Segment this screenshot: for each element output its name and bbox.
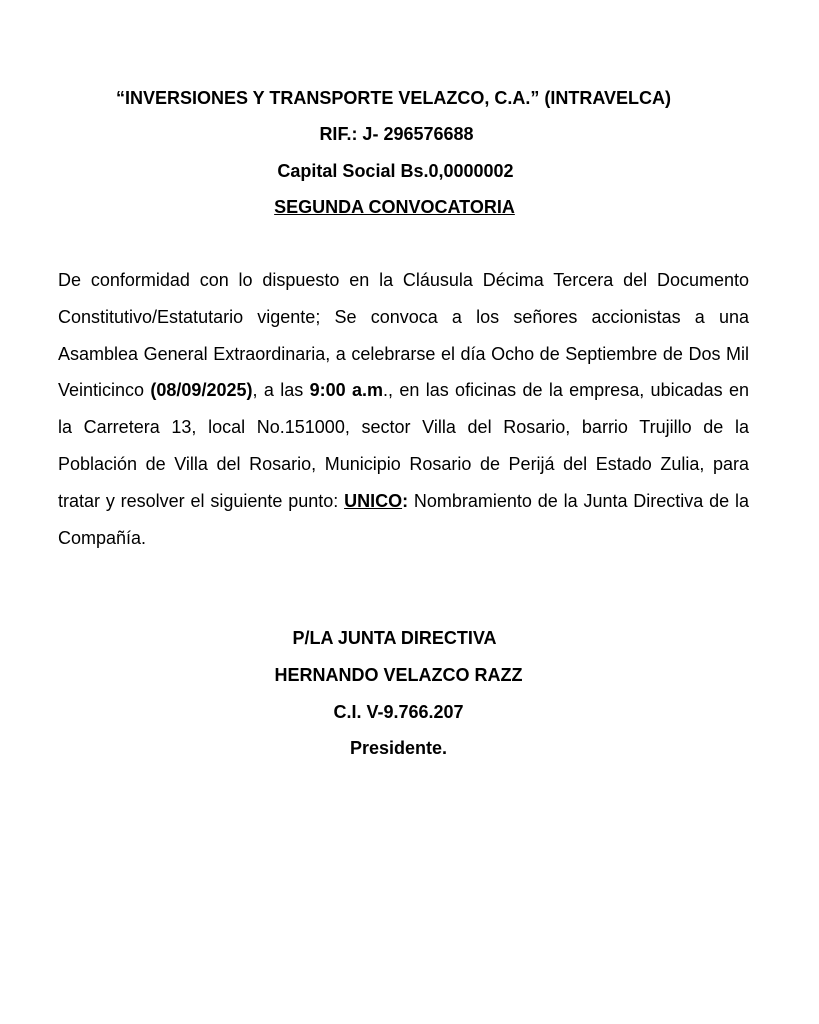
paragraph-mid-1: , a las — [252, 380, 310, 401]
paragraph-intro: De conformidad con lo dispuesto en la Cláusula Décima Tercera del Documento Constitutivo/Estatutario vigente; Se convoca a los señores accionistas a una Asamblea General Extraordinaria, a celebrarse el día Ocho de Septiembre de Dos Mil Veinticinco — [58, 270, 749, 401]
signature-id: C.I. V-9.766.207 — [333, 702, 464, 722]
signature-board: P/LA JUNTA DIRECTIVA — [292, 628, 497, 648]
company-name-heading: “INVERSIONES Y TRANSPORTE VELAZCO, C.A.” (INTRAVELCA) — [115, 88, 672, 108]
meeting-date: (08/09/2025) — [150, 380, 253, 401]
unico-label: UNICO — [344, 490, 403, 511]
convocation-paragraph — [58, 262, 749, 556]
signature-name: HERNANDO VELAZCO RAZZ — [274, 665, 523, 685]
meeting-time: 9:00 a.m — [309, 380, 383, 401]
agenda-item: Nombramiento de la Junta Directiva de la Compañía. — [58, 490, 749, 548]
paragraph-mid-2: ., en las oficinas de la empresa, ubicadas en la Carretera 13, local No.151000, sector Villa del Rosario, barrio Trujillo de la Población de Villa del Rosario, Municipio Rosario de Perijá del Estado Zulia, para tratar y resolver el siguiente punto: — [58, 380, 749, 511]
convocatoria-title: SEGUNDA CONVOCATORIA — [274, 197, 515, 217]
rif-line: RIF.: J- 296576688 — [319, 124, 474, 144]
signature-role: Presidente. — [349, 738, 448, 758]
unico-colon: : — [402, 490, 409, 511]
capital-social-line: Capital Social Bs.0,0000002 — [277, 161, 514, 181]
